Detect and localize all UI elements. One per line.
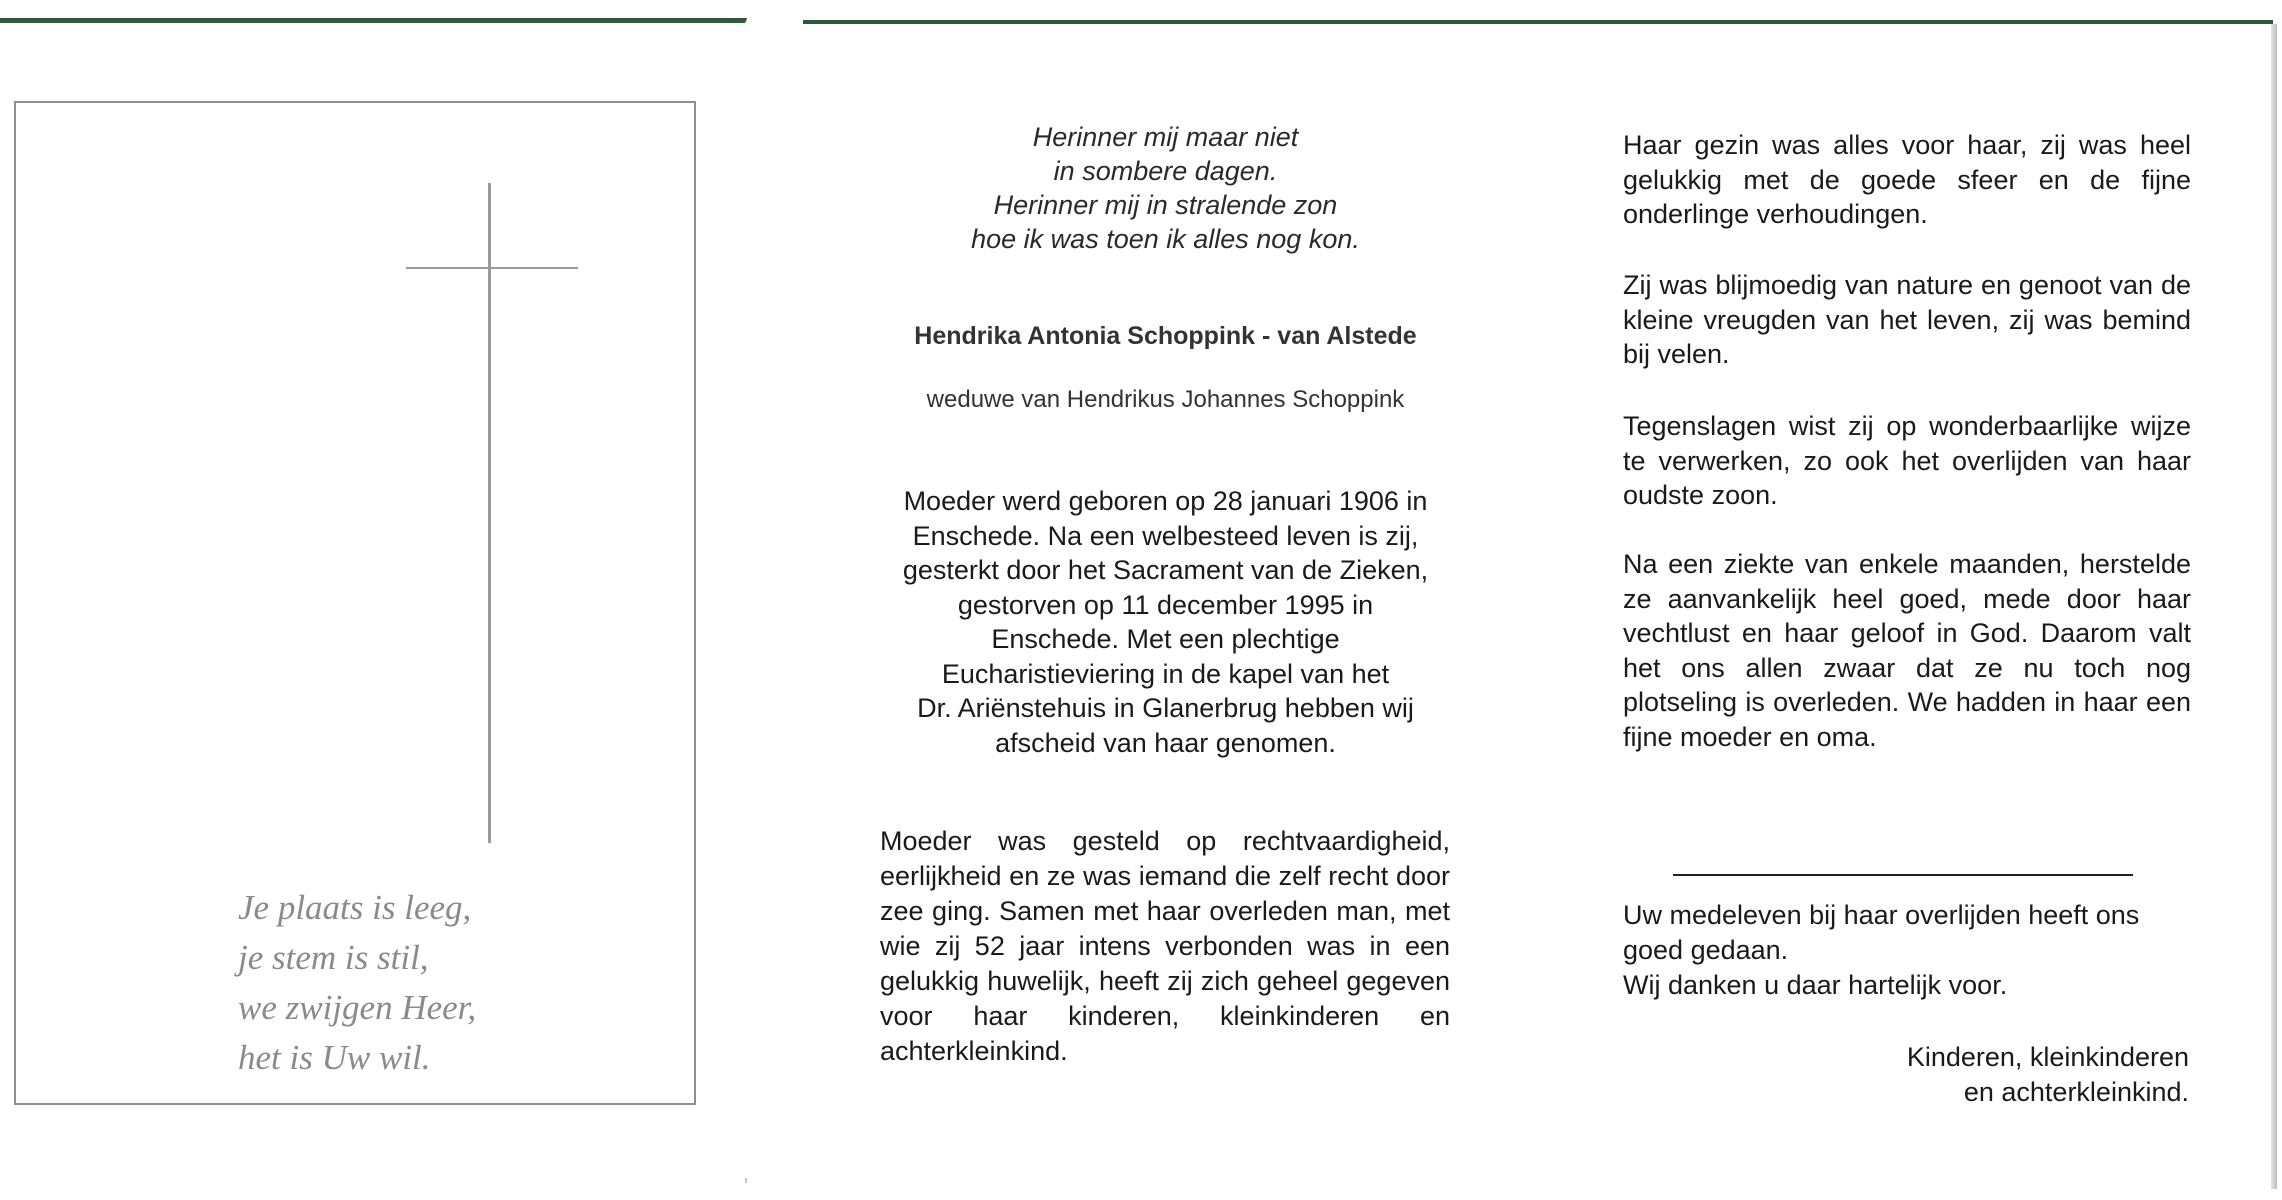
- deceased-name: Hendrika Antonia Schoppink - van Alstede: [914, 322, 1417, 350]
- paragraph-setbacks: Tegenslagen wist zij op wonderbaarlijke wijze te verwerken, zo ook het overlijden van haar oudste zoon.: [1623, 411, 2191, 510]
- biography-line: Enschede. Na een welbesteed leven is zij,: [912, 520, 1419, 551]
- card-gutter: [745, 22, 803, 1178]
- cover-poem-line: Je plaats is leeg,: [238, 888, 472, 927]
- biography-line: Enschede. Met een plechtige: [991, 624, 1340, 654]
- card-edge: [2271, 24, 2277, 1189]
- memorial-card-cover: [0, 18, 747, 1183]
- cover-poem: [238, 883, 618, 1083]
- cross-icon-vertical: [488, 183, 491, 843]
- cover-poem-line: we zwijgen Heer,: [238, 988, 477, 1027]
- biography-line: gesterkt door het Sacrament van de Zieken,: [902, 555, 1429, 585]
- biography-line: Dr. Ariënstehuis in Glanerbrug hebben wij: [917, 693, 1414, 723]
- cross-icon-horizontal: [406, 267, 578, 269]
- verse-line: Herinner mij maar niet: [1032, 122, 1299, 152]
- signoff-line: en achterkleinkind.: [1963, 1077, 2189, 1107]
- memorial-card-inside: [803, 20, 2273, 1189]
- cover-poem-line: het is Uw wil.: [238, 1038, 431, 1077]
- verse-line: hoe ik was toen ik alles nog kon.: [971, 224, 1360, 254]
- thanks-line: Wij danken u daar hartelijk voor.: [1623, 970, 2008, 1000]
- paragraph-justice: Moeder was gesteld op rechtvaardigheid, eerlijkheid en ze was iemand die zelf recht door zee ging. Samen met haar overleden man, met wie zij 52 jaar intens verbonden was in een gelukkig huwelijk, heeft zij zich geheel gegeven voor haar kinderen, kleinkinderen en achterkleinkind.: [880, 826, 1450, 1066]
- biography-line: Eucharistieviering in de kapel van het: [941, 658, 1390, 689]
- paragraph-family: Haar gezin was alles voor haar, zij was heel gelukkig met de goede sfeer en de fijne onderlinge verhoudingen.: [1623, 130, 2191, 229]
- biography: [883, 484, 1448, 760]
- opening-verse: [883, 120, 1448, 256]
- cover-poem-line: je stem is stil,: [238, 938, 429, 977]
- paragraph-illness: Na een ziekte van enkele maanden, herstelde ze aanvankelijk heel goed, mede door haar vechtlust en haar geloof in God. Daarom valt het ons allen zwaar dat ze nu toch nog plotseling is overleden. We hadden in haar een fijne moeder en oma.: [1623, 549, 2191, 752]
- paragraph-cheerful: Zij was blijmoedig van nature en genoot van de kleine vreugden van het leven, zij was bemind bij velen.: [1623, 270, 2191, 369]
- thanks-message: [1623, 898, 2191, 1003]
- widow-of-line: weduwe van Hendrikus Johannes Schoppink: [926, 386, 1405, 413]
- verse-line: Herinner mij in stralende zon: [993, 190, 1338, 220]
- signoff-line: Kinderen, kleinkinderen: [1906, 1042, 2189, 1072]
- biography-line: Moeder werd geboren op 28 januari 1906 in: [903, 486, 1428, 516]
- thanks-line: Uw medeleven bij haar overlijden heeft ons goed gedaan.: [1623, 900, 2140, 965]
- biography-line: afscheid van haar genomen.: [995, 727, 1336, 758]
- biography-line: gestorven op 11 december 1995 in: [957, 589, 1374, 620]
- signoff: [1623, 1040, 2189, 1110]
- divider-line: [1673, 874, 2133, 876]
- verse-line: in sombere dagen.: [1053, 156, 1278, 186]
